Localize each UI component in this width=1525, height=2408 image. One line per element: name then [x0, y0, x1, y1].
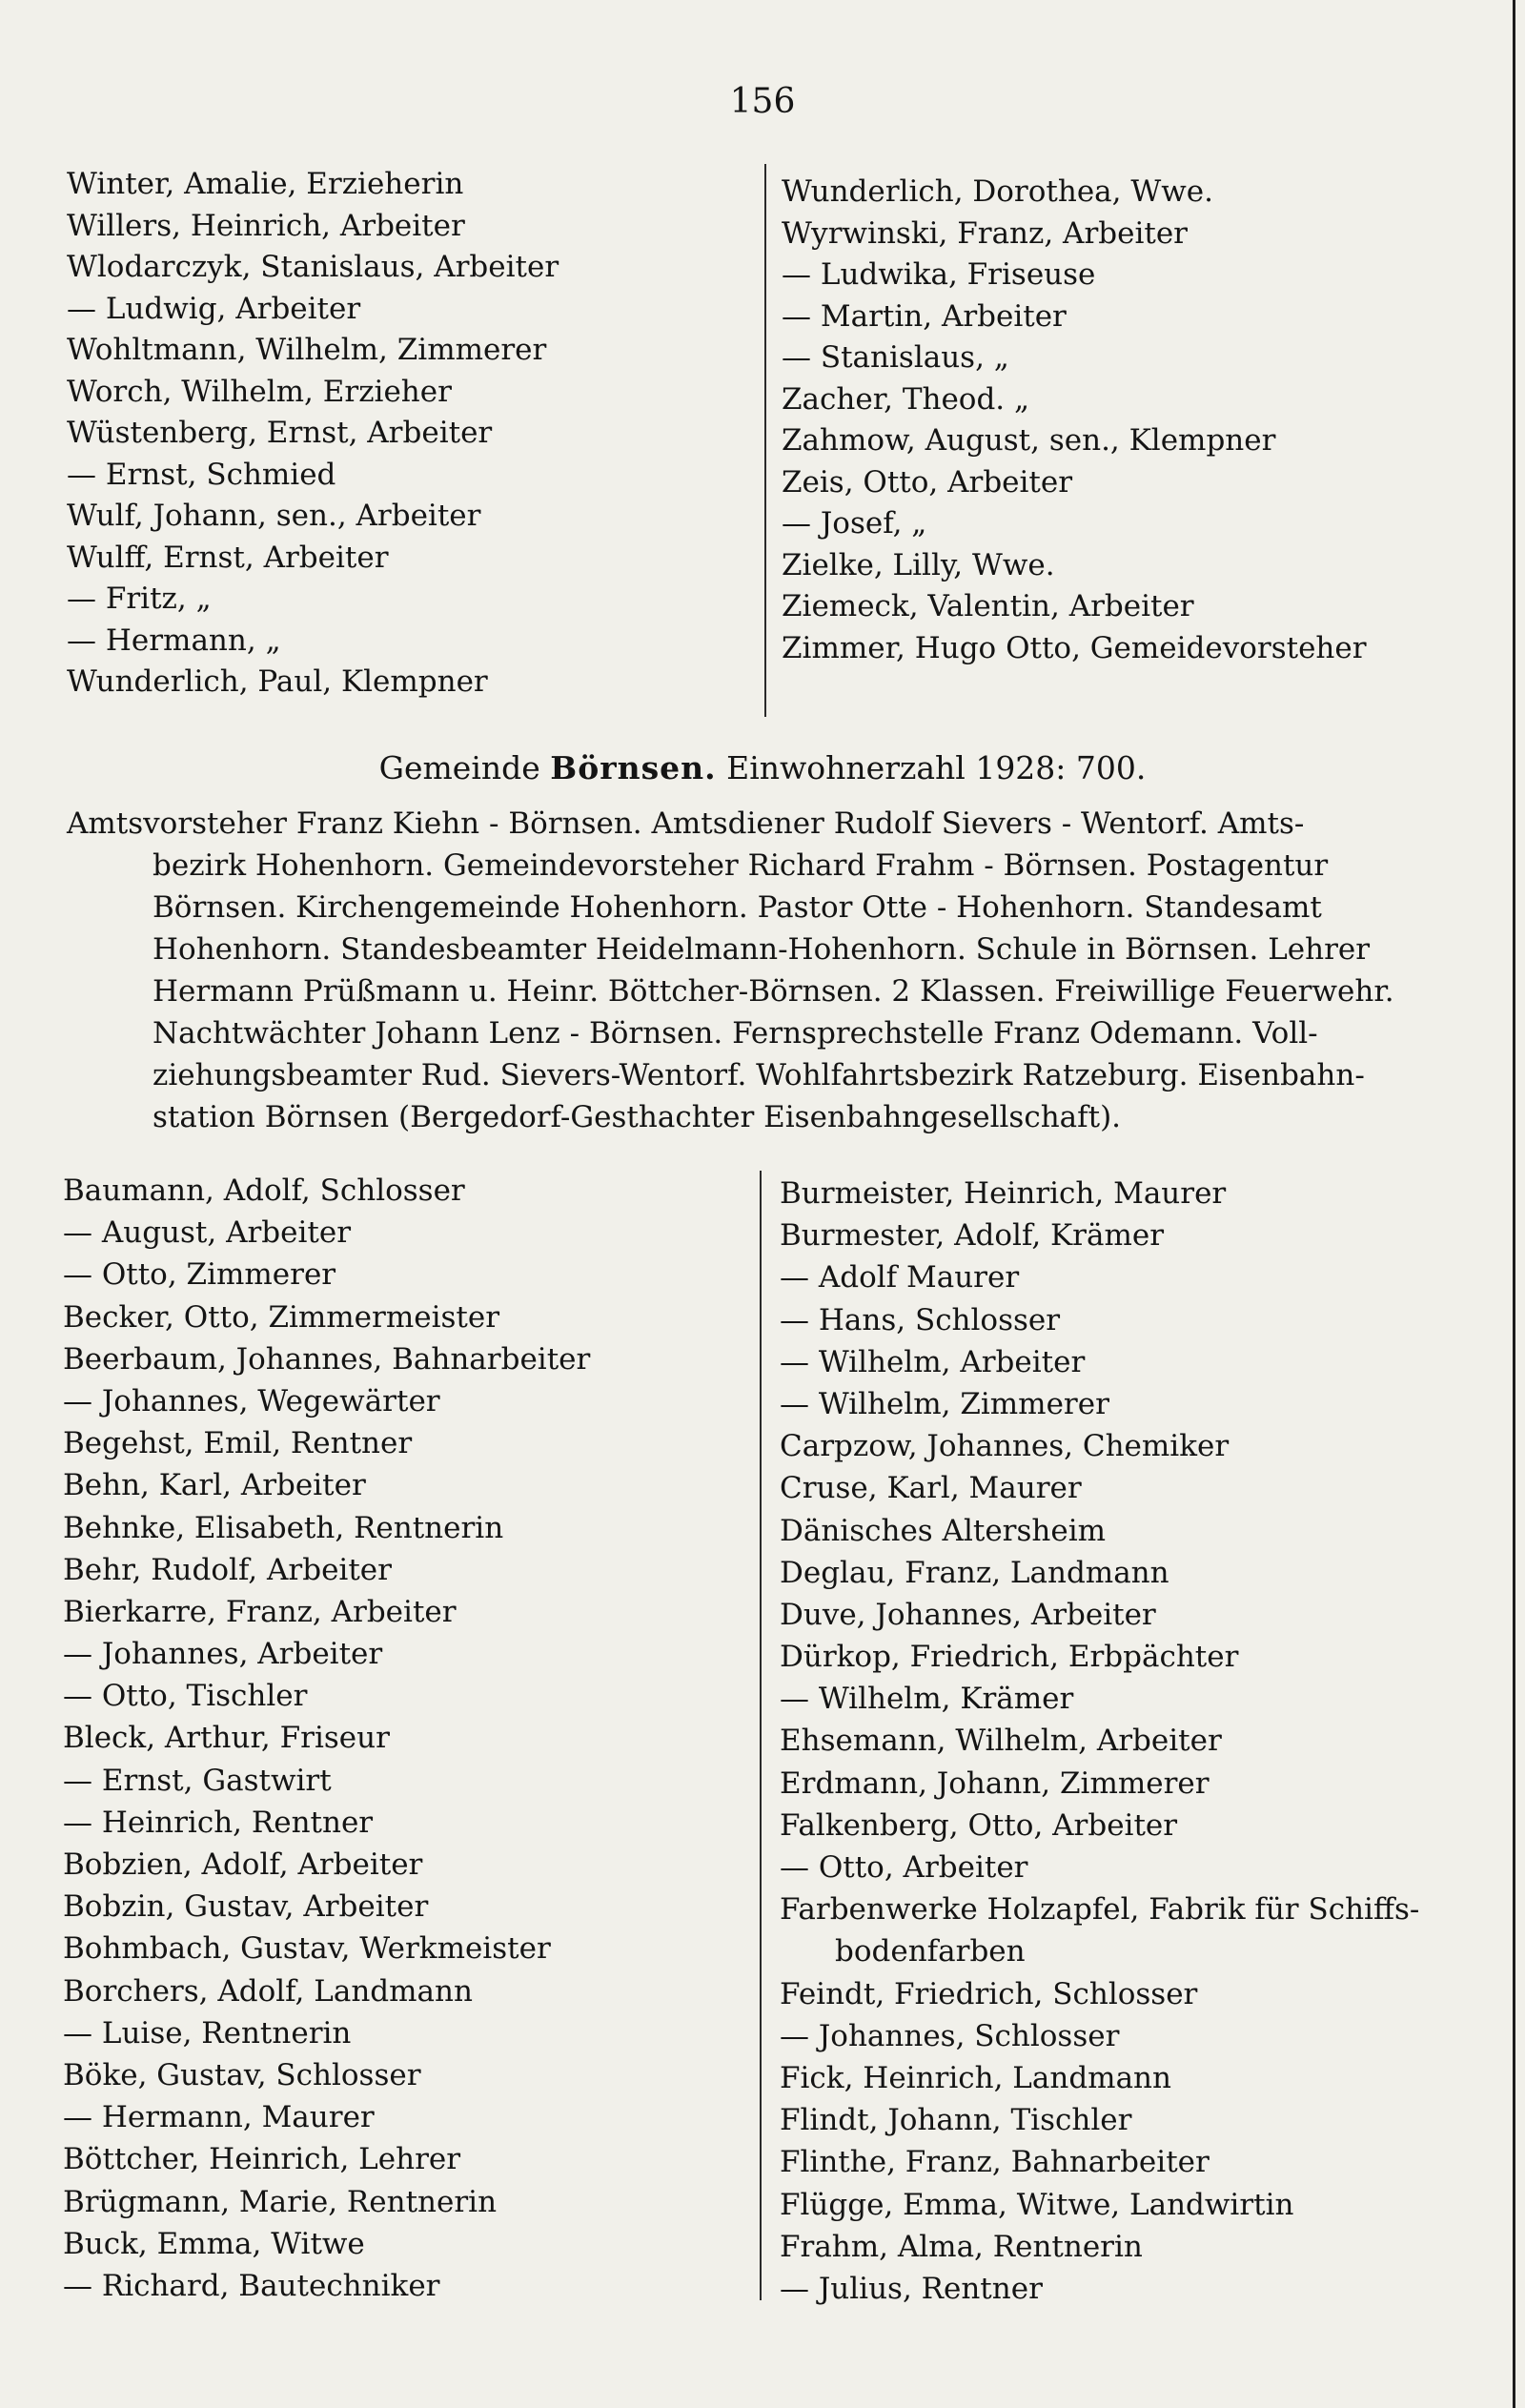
- list-item-continuation: bodenfarben: [835, 1934, 1026, 1969]
- description-line: Hohenhorn. Standesbeamter Heidelmann-Hohenhorn. Schule in Börnsen. Lehrer: [152, 932, 1371, 967]
- list-item: — Wilhelm, Krämer: [780, 1682, 1074, 1717]
- list-item: — Hans, Schlosser: [780, 1302, 1061, 1337]
- list-item: Wlodarczyk, Stanislaus, Arbeiter: [67, 250, 559, 284]
- column-divider: [764, 164, 766, 717]
- list-item: Zimmer, Hugo Otto, Gemeidevorsteher: [782, 630, 1367, 665]
- list-item: Farbenwerke Holzapfel, Fabrik für Schiffs-: [780, 1892, 1420, 1928]
- heading-label: Gemeinde: [378, 749, 540, 786]
- list-item: — Johannes, Arbeiter: [63, 1637, 383, 1672]
- list-item: Burmeister, Heinrich, Maurer: [780, 1176, 1227, 1211]
- list-item: Bohmbach, Gustav, Werkmeister: [63, 1931, 551, 1967]
- list-item: Bierkarre, Franz, Arbeiter: [63, 1594, 457, 1629]
- list-item: Begehst, Emil, Rentner: [63, 1426, 413, 1461]
- list-item: Wohltmann, Wilhelm, Zimmerer: [67, 333, 547, 367]
- list-item: — Stanislaus, „: [782, 340, 1009, 375]
- list-item: Frahm, Alma, Rentnerin: [780, 2229, 1143, 2264]
- list-item: — Ernst, Gastwirt: [63, 1763, 332, 1798]
- list-item: — Richard, Bautechniker: [63, 2268, 440, 2303]
- gemeinde-description: [67, 803, 1458, 1138]
- list-item: Böke, Gustav, Schlosser: [63, 2057, 421, 2092]
- list-item: Fick, Heinrich, Landmann: [780, 2060, 1171, 2095]
- list-item: Zahmow, August, sen., Klempner: [782, 423, 1276, 458]
- list-item: — Ernst, Schmied: [67, 457, 336, 492]
- list-item: Flügge, Emma, Witwe, Landwirtin: [780, 2187, 1294, 2222]
- list-item: — Adolf Maurer: [780, 1260, 1020, 1296]
- list-item: — Hermann, Maurer: [63, 2100, 375, 2135]
- list-item: Zacher, Theod. „: [782, 381, 1030, 417]
- list-item: Winter, Amalie, Erzieherin: [67, 167, 464, 201]
- list-item: Wunderlich, Paul, Klempner: [67, 664, 488, 699]
- list-item: — August, Arbeiter: [63, 1215, 352, 1251]
- heading-place-name: Börnsen.: [550, 749, 717, 786]
- list-item: — Luise, Rentnerin: [63, 2015, 352, 2051]
- page-edge-line: [1513, 0, 1515, 2408]
- list-item: Burmester, Adolf, Krämer: [780, 1218, 1165, 1254]
- list-item: — Otto, Arbeiter: [780, 1850, 1028, 1885]
- list-item: Brügmann, Marie, Rentnerin: [63, 2184, 498, 2219]
- page-number: 156: [729, 82, 796, 121]
- list-item: Feindt, Friedrich, Schlosser: [780, 1976, 1198, 2011]
- entry-column-left: [63, 1170, 749, 2307]
- section-heading: [0, 749, 1525, 786]
- description-line: Nachtwächter Johann Lenz - Börnsen. Fernsprechstelle Franz Odemann. Voll-: [152, 1016, 1318, 1051]
- description-line: Amtsvorsteher Franz Kiehn - Börnsen. Amtsdiener Rudolf Sievers - Wentorf. Amts-: [67, 806, 1305, 841]
- description-line: bezirk Hohenhorn. Gemeindevorsteher Richard Frahm - Börnsen. Postagentur: [152, 848, 1329, 883]
- list-item: Dänisches Altersheim: [780, 1513, 1107, 1548]
- list-item: Wyrwinski, Franz, Arbeiter: [782, 215, 1188, 251]
- list-item: Deglau, Franz, Landmann: [780, 1555, 1169, 1590]
- list-item: Becker, Otto, Zimmermeister: [63, 1299, 500, 1335]
- list-item: — Hermann, „: [67, 622, 281, 658]
- list-item: Behn, Karl, Arbeiter: [63, 1468, 366, 1503]
- list-item: — Wilhelm, Zimmerer: [780, 1386, 1109, 1421]
- list-item: — Ludwika, Friseuse: [782, 257, 1096, 292]
- list-item: Erdmann, Johann, Zimmerer: [780, 1765, 1210, 1801]
- list-item: — Martin, Arbeiter: [782, 298, 1067, 334]
- list-item: Zeis, Otto, Arbeiter: [782, 464, 1073, 500]
- list-item: Ehsemann, Wilhelm, Arbeiter: [780, 1724, 1222, 1759]
- list-item: Willers, Heinrich, Arbeiter: [67, 208, 465, 243]
- list-item: Carpzow, Johannes, Chemiker: [780, 1429, 1230, 1464]
- list-item: Böttcher, Heinrich, Lehrer: [63, 2142, 461, 2177]
- list-item: Wüstenberg, Ernst, Arbeiter: [67, 416, 493, 450]
- list-item: Ziemeck, Valentin, Arbeiter: [782, 589, 1194, 623]
- list-item: — Julius, Rentner: [780, 2271, 1043, 2306]
- description-line: Börnsen. Kirchengemeinde Hohenhorn. Pastor Otte - Hohenhorn. Standesamt: [152, 890, 1322, 925]
- list-item: — Ludwig, Arbeiter: [67, 291, 361, 326]
- list-item: — Johannes, Wegewärter: [63, 1383, 440, 1418]
- list-item: Flinthe, Franz, Bahnarbeiter: [780, 2145, 1210, 2180]
- list-item: Bobzien, Adolf, Arbeiter: [63, 1847, 423, 1882]
- description-line: Hermann Prüßmann u. Heinr. Böttcher-Börnsen. 2 Klassen. Freiwillige Feuerwehr.: [152, 974, 1394, 1009]
- list-item: — Wilhelm, Arbeiter: [780, 1344, 1086, 1379]
- entry-column-left: [67, 164, 753, 704]
- list-item: Baumann, Adolf, Schlosser: [63, 1173, 465, 1208]
- column-divider: [760, 1171, 762, 2300]
- list-item: Bobzin, Gustav, Arbeiter: [63, 1889, 429, 1925]
- list-item: — Otto, Zimmerer: [63, 1257, 336, 1293]
- list-item: Dürkop, Friedrich, Erbpächter: [780, 1640, 1239, 1675]
- list-item: Bleck, Arthur, Friseur: [63, 1721, 390, 1756]
- list-item: Wunderlich, Dorothea, Wwe.: [782, 174, 1213, 209]
- list-item: Duve, Johannes, Arbeiter: [780, 1597, 1156, 1632]
- list-item: Zielke, Lilly, Wwe.: [782, 547, 1055, 582]
- list-item: Buck, Emma, Witwe: [63, 2226, 365, 2261]
- list-item: Worch, Wilhelm, Erzieher: [67, 374, 452, 409]
- list-item: Falkenberg, Otto, Arbeiter: [780, 1807, 1178, 1843]
- entry-column-right: [782, 172, 1468, 669]
- list-item: Behnke, Elisabeth, Rentnerin: [63, 1510, 504, 1545]
- list-item: — Josef, „: [782, 506, 927, 541]
- list-item: Behr, Rudolf, Arbeiter: [63, 1552, 392, 1587]
- list-item: — Johannes, Schlosser: [780, 2018, 1120, 2053]
- list-item: Flindt, Johann, Tischler: [780, 2103, 1132, 2138]
- description-line: ziehungsbeamter Rud. Sievers-Wentorf. Wohlfahrtsbezirk Ratzeburg. Eisenbahn-: [152, 1058, 1365, 1092]
- description-line: station Börnsen (Bergedorf-Gesthachter Eisenbahngesellschaft).: [152, 1100, 1122, 1134]
- heading-population: Einwohnerzahl 1928: 700.: [726, 749, 1147, 786]
- entry-column-right: [780, 1173, 1485, 2310]
- list-item: — Heinrich, Rentner: [63, 1805, 374, 1840]
- list-item: Borchers, Adolf, Landmann: [63, 1973, 473, 2009]
- list-item: Beerbaum, Johannes, Bahnarbeiter: [63, 1341, 591, 1377]
- list-item: — Otto, Tischler: [63, 1679, 308, 1714]
- list-item: — Fritz, „: [67, 582, 212, 616]
- list-item: Wulf, Johann, sen., Arbeiter: [67, 499, 481, 533]
- list-item: Wulff, Ernst, Arbeiter: [67, 540, 389, 575]
- list-item: Cruse, Karl, Maurer: [780, 1471, 1082, 1506]
